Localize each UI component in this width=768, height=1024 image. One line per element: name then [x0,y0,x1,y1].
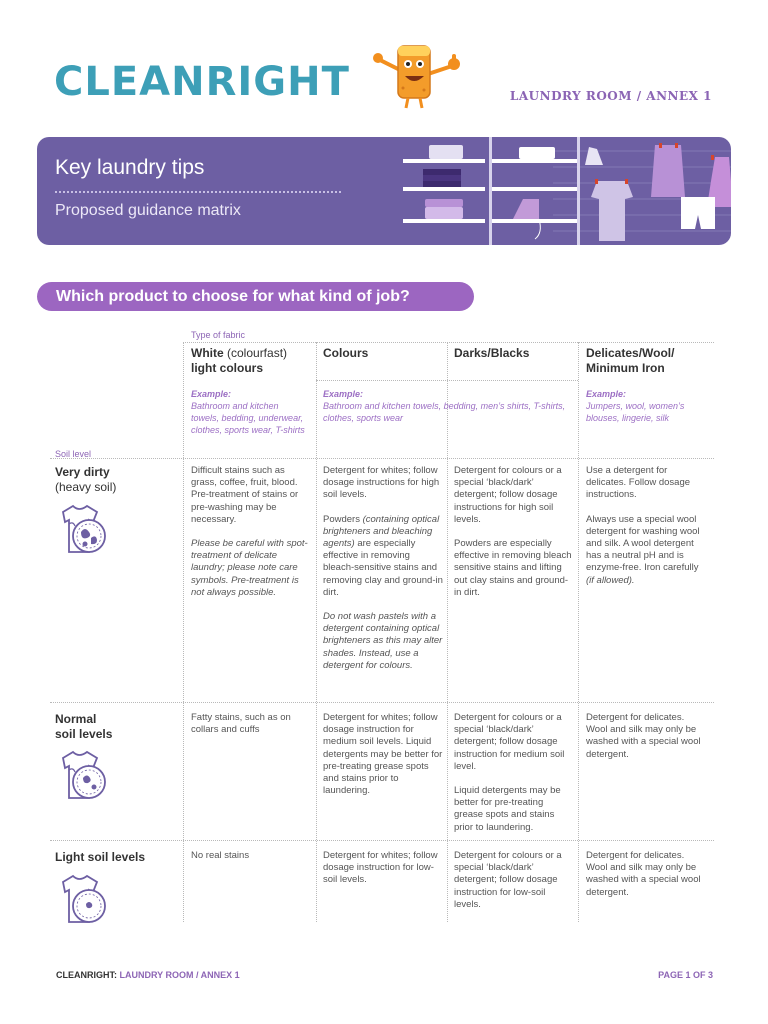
cell-normal-colours [323,712,443,809]
cell-text: Detergent for whites; follow dosage instruction for low-soil levels. [323,850,438,886]
example-label: Example: [586,389,627,399]
brand-logo: CLEANRIGHT [54,59,350,105]
row-divider [50,840,714,841]
example-label: Example: [323,389,364,399]
lightly-soiled-shirt-icon [55,872,111,928]
title-banner [37,137,731,245]
footer-section: LAUNDRY ROOM / ANNEX 1 [117,970,240,980]
example-white [191,388,309,436]
heavily-soiled-shirt-icon [55,502,111,558]
cell-text: Detergent for colours or a special ‘black/dark’ detergent; follow dosage instruction for low-soil levels. [454,850,562,910]
cell-normal-delicates [586,712,706,773]
guidance-matrix [50,330,714,930]
example-delicates [586,388,708,424]
cell-light-white [191,850,309,874]
column-title: Darks/Blacks [454,346,530,360]
cell-normal-white [191,712,309,748]
column-header-darks [454,346,574,361]
cell-text: Liquid detergents may be better for pre-treating grease spots and stains prior to laundering. [454,785,561,833]
cell-text: Detergent for colours or a special ‘black/dark’ detergent; follow dosage instruction for medium soil level. [454,712,565,772]
row-title: Light soil levels [55,850,146,864]
column-divider [316,342,317,922]
example-colours [323,388,573,424]
column-header-delicates [586,346,712,376]
row-header-light [55,850,145,865]
example-text: Jumpers, wool, women’s blouses, lingerie, silk [586,401,685,423]
row-divider [50,702,714,703]
column-divider [578,342,579,922]
header-top-divider [183,342,714,343]
cell-note: Do not wash pastels with a detergent containing optical brighteners as this may alter shades. Instead, use a detergent for colours. [323,611,443,671]
cell-note: Please be careful with spot-treatment of delicate laundry; please note care symbols. Pre-treatment is not always possible. [191,538,308,598]
example-text: Bathroom and kitchen towels, bedding, underwear, clothes, sports wear, T-shirts [191,401,305,435]
row-header-very-dirty [55,465,116,495]
column-title: Delicates/Wool/ [586,346,675,360]
cell-text: Fatty stains, such as on collars and cuffs [191,712,291,736]
section-question-heading: Which product to choose for what kind of job? [37,282,474,311]
banner-divider [55,191,341,193]
footer-brand: CLEANRIGHT: [56,970,117,980]
cell-very-dirty-darks [454,465,572,611]
example-label: Example: [191,389,232,399]
row-divider [50,458,714,459]
cell-text: Detergent for delicates. Wool and silk may only be washed with a special wool detergent. [586,850,701,898]
cell-light-colours [323,850,443,899]
cell-text: Always use a special wool detergent for washing wool and silk. A wool detergent has a neutral pH and is enzyme-free. Iron carefully [586,513,700,574]
cell-note: (containing optical brighteners and bleaching agents) [323,513,440,550]
column-title-line2: light colours [191,361,263,375]
normally-soiled-shirt-icon [55,748,111,804]
page-number: PAGE 1 OF 3 [658,970,713,980]
cell-text: Detergent for delicates. Wool and silk may only be washed with a special wool detergent. [586,712,701,760]
example-text: Bathroom and kitchen towels, bedding, men’s shirts, T-shirts, clothes, sports wear [323,401,566,423]
banner-subtitle: Proposed guidance matrix [55,202,241,219]
document-section-tag: LAUNDRY ROOM / ANNEX 1 [509,89,712,103]
cell-text: Use a detergent for delicates. Follow dosage instructions. [586,465,691,501]
banner-title: Key laundry tips [55,156,205,179]
column-title: Colours [323,346,369,360]
soil-level-caption: Soil level [55,449,92,459]
cell-light-delicates [586,850,706,911]
row-title: Normal [55,712,97,726]
fabric-type-caption: Type of fabric [191,330,246,340]
cell-text: Difficult stains such as grass, coffee, fruit, blood. Pre-treatment of stains or pre-washing may be necessary. [191,465,299,525]
cell-note: (if allowed). [586,574,635,586]
row-subtitle: (heavy soil) [55,480,117,494]
laundry-shelves-illustration [363,137,731,245]
cell-normal-darks [454,712,572,846]
column-divider [183,342,184,922]
cell-very-dirty-colours [323,465,443,684]
row-title: Very dirty [55,465,110,479]
column-title-line2: Minimum Iron [586,361,665,375]
column-divider [447,342,448,922]
column-header-white [191,346,313,376]
cell-very-dirty-delicates [586,465,706,599]
footer-document-label [56,970,240,980]
cell-text: Detergent for whites; follow dosage instructions for high soil levels. [323,465,440,501]
cell-text: Detergent for whites; follow dosage instruction for medium soil levels. Liquid detergents may be better for pre-treating grease spots and stains prior to laundering. [323,712,443,797]
cell-text: Powders [323,513,360,525]
column-title-note: (colourfast) [223,346,288,360]
cell-text: are especially effective in removing bleach-sensitive stains and removing clay and ground-in dirt. [323,538,443,598]
cell-text: No real stains [191,850,250,861]
cell-very-dirty-white [191,465,309,611]
row-header-normal [55,712,112,742]
cell-text: Powders are especially effective in removing bleach sensitive stains and lifting out clay stains and ground-in dirt. [454,538,572,598]
cell-text: Detergent for colours or a special ‘black/dark’ detergent; follow dosage instructions for high soil levels. [454,465,562,525]
column-title: White [191,346,224,360]
mascot-sponge-icon [372,40,464,112]
column-header-colours [323,346,443,361]
cell-light-darks [454,850,572,923]
row-title-line2: soil levels [55,727,113,741]
